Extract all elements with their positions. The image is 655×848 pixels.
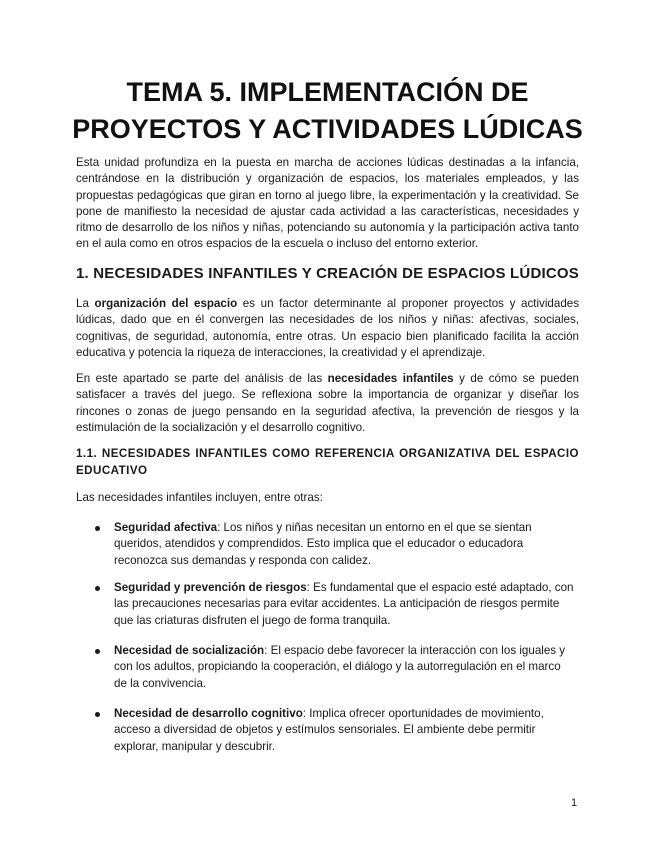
list-item bbox=[95, 520, 575, 569]
bold-term: organización del espacio bbox=[94, 297, 238, 310]
list-item-text bbox=[114, 643, 575, 692]
list-lead: Las necesidades infantiles incluyen, entre otras: bbox=[76, 491, 323, 504]
text-run: La bbox=[76, 297, 95, 310]
document-title: TEMA 5. IMPLEMENTACIÓN DE PROYECTOS Y ACTIVIDADES LÚDICAS bbox=[72, 77, 583, 144]
section-1-heading: 1. NECESIDADES INFANTILES Y CREACIÓN DE ESPACIOS LÚDICOS bbox=[76, 265, 579, 282]
list-item-text bbox=[114, 520, 575, 569]
list-item-body: : Implica ofrecer oportunidades de movimiento, acceso a diversidad de objetos y estímulos sensoriales. El ambiente debe permitir explorar, manipular y descubrir. bbox=[114, 707, 544, 753]
list-item bbox=[95, 580, 575, 629]
list-item-body: : Los niños y niñas necesitan un entorno en el que se sientan queridos, atendidos y comprendidos. Esto implica que el educador o educadora reconozca sus demandas y responda con calidez. bbox=[114, 521, 532, 567]
list-item-term: Necesidad de socialización bbox=[114, 644, 265, 657]
list-item-term: Seguridad afectiva bbox=[114, 521, 218, 534]
text-run: es un factor determinante al proponer proyectos y actividades lúdicas, dado que en él convergen las necesidades de los niños y niñas: afectivas, sociales, cognitivas, de seguridad, autonomía, entre otras. Un espacio bien planificado facilita la acción educativa y potencia la riqueza de interacciones, la creatividad y el aprendizaje. bbox=[76, 297, 580, 359]
section-1-1-heading: 1.1. NECESIDADES INFANTILES COMO REFERENCIA ORGANIZATIVA DEL ESPACIO EDUCATIVO bbox=[76, 447, 579, 477]
text-run: En este apartado se parte del análisis de las bbox=[76, 372, 328, 385]
list-item-term: Necesidad de desarrollo cognitivo bbox=[114, 707, 303, 720]
list-item-body: : Es fundamental que el espacio esté adaptado, con las precauciones necesarias para evitar accidentes. La anticipación de riesgos permite que las criaturas disfruten el juego de forma tranquila. bbox=[114, 581, 574, 627]
text-run: y de cómo se pueden satisfacer a través del juego. Se reflexiona sobre la importancia de organizar y diseñar los rincones o zonas de juego pensando en la seguridad afectiva, la prevención de riesgos y la estimulación de la socialización y el desarrollo cognitivo. bbox=[76, 372, 579, 434]
section-1-paragraph-2 bbox=[76, 371, 579, 436]
intro-paragraph: Esta unidad profundiza en la puesta en marcha de acciones lúdicas destinadas a la infancia, centrándose en la distribución y organización de espacios, los materiales empleados, y las propuestas pedagógicas que giran en torno al juego libre, la experimentación y la creatividad. Se pone de manifiesto la necesidad de ajustar cada actividad a las características, necesidades y ritmo de desarrollo de los niños y niñas, potenciando su autonomía y la participación activa tanto en el aula como en otros espacios de la escuela o incluso del entorno exterior. bbox=[76, 156, 579, 251]
page-number: 1 bbox=[571, 797, 578, 809]
bullet-icon bbox=[95, 712, 100, 717]
bold-term: necesidades infantiles bbox=[327, 372, 454, 385]
list-item-body: : El espacio debe favorecer la interacción con los iguales y con los adultos, propiciando la cooperación, el diálogo y la autorregulación en el marco de la convivencia. bbox=[114, 644, 566, 690]
list-item bbox=[95, 643, 575, 692]
bullet-icon bbox=[95, 586, 100, 591]
list-item-text bbox=[114, 706, 575, 755]
bullet-icon bbox=[95, 526, 100, 531]
list-item-text bbox=[114, 580, 575, 629]
list-item-term: Seguridad y prevención de riesgos bbox=[114, 581, 307, 594]
bullet-icon bbox=[95, 649, 100, 654]
list-item bbox=[95, 706, 575, 755]
section-1-paragraph-1 bbox=[76, 296, 579, 361]
